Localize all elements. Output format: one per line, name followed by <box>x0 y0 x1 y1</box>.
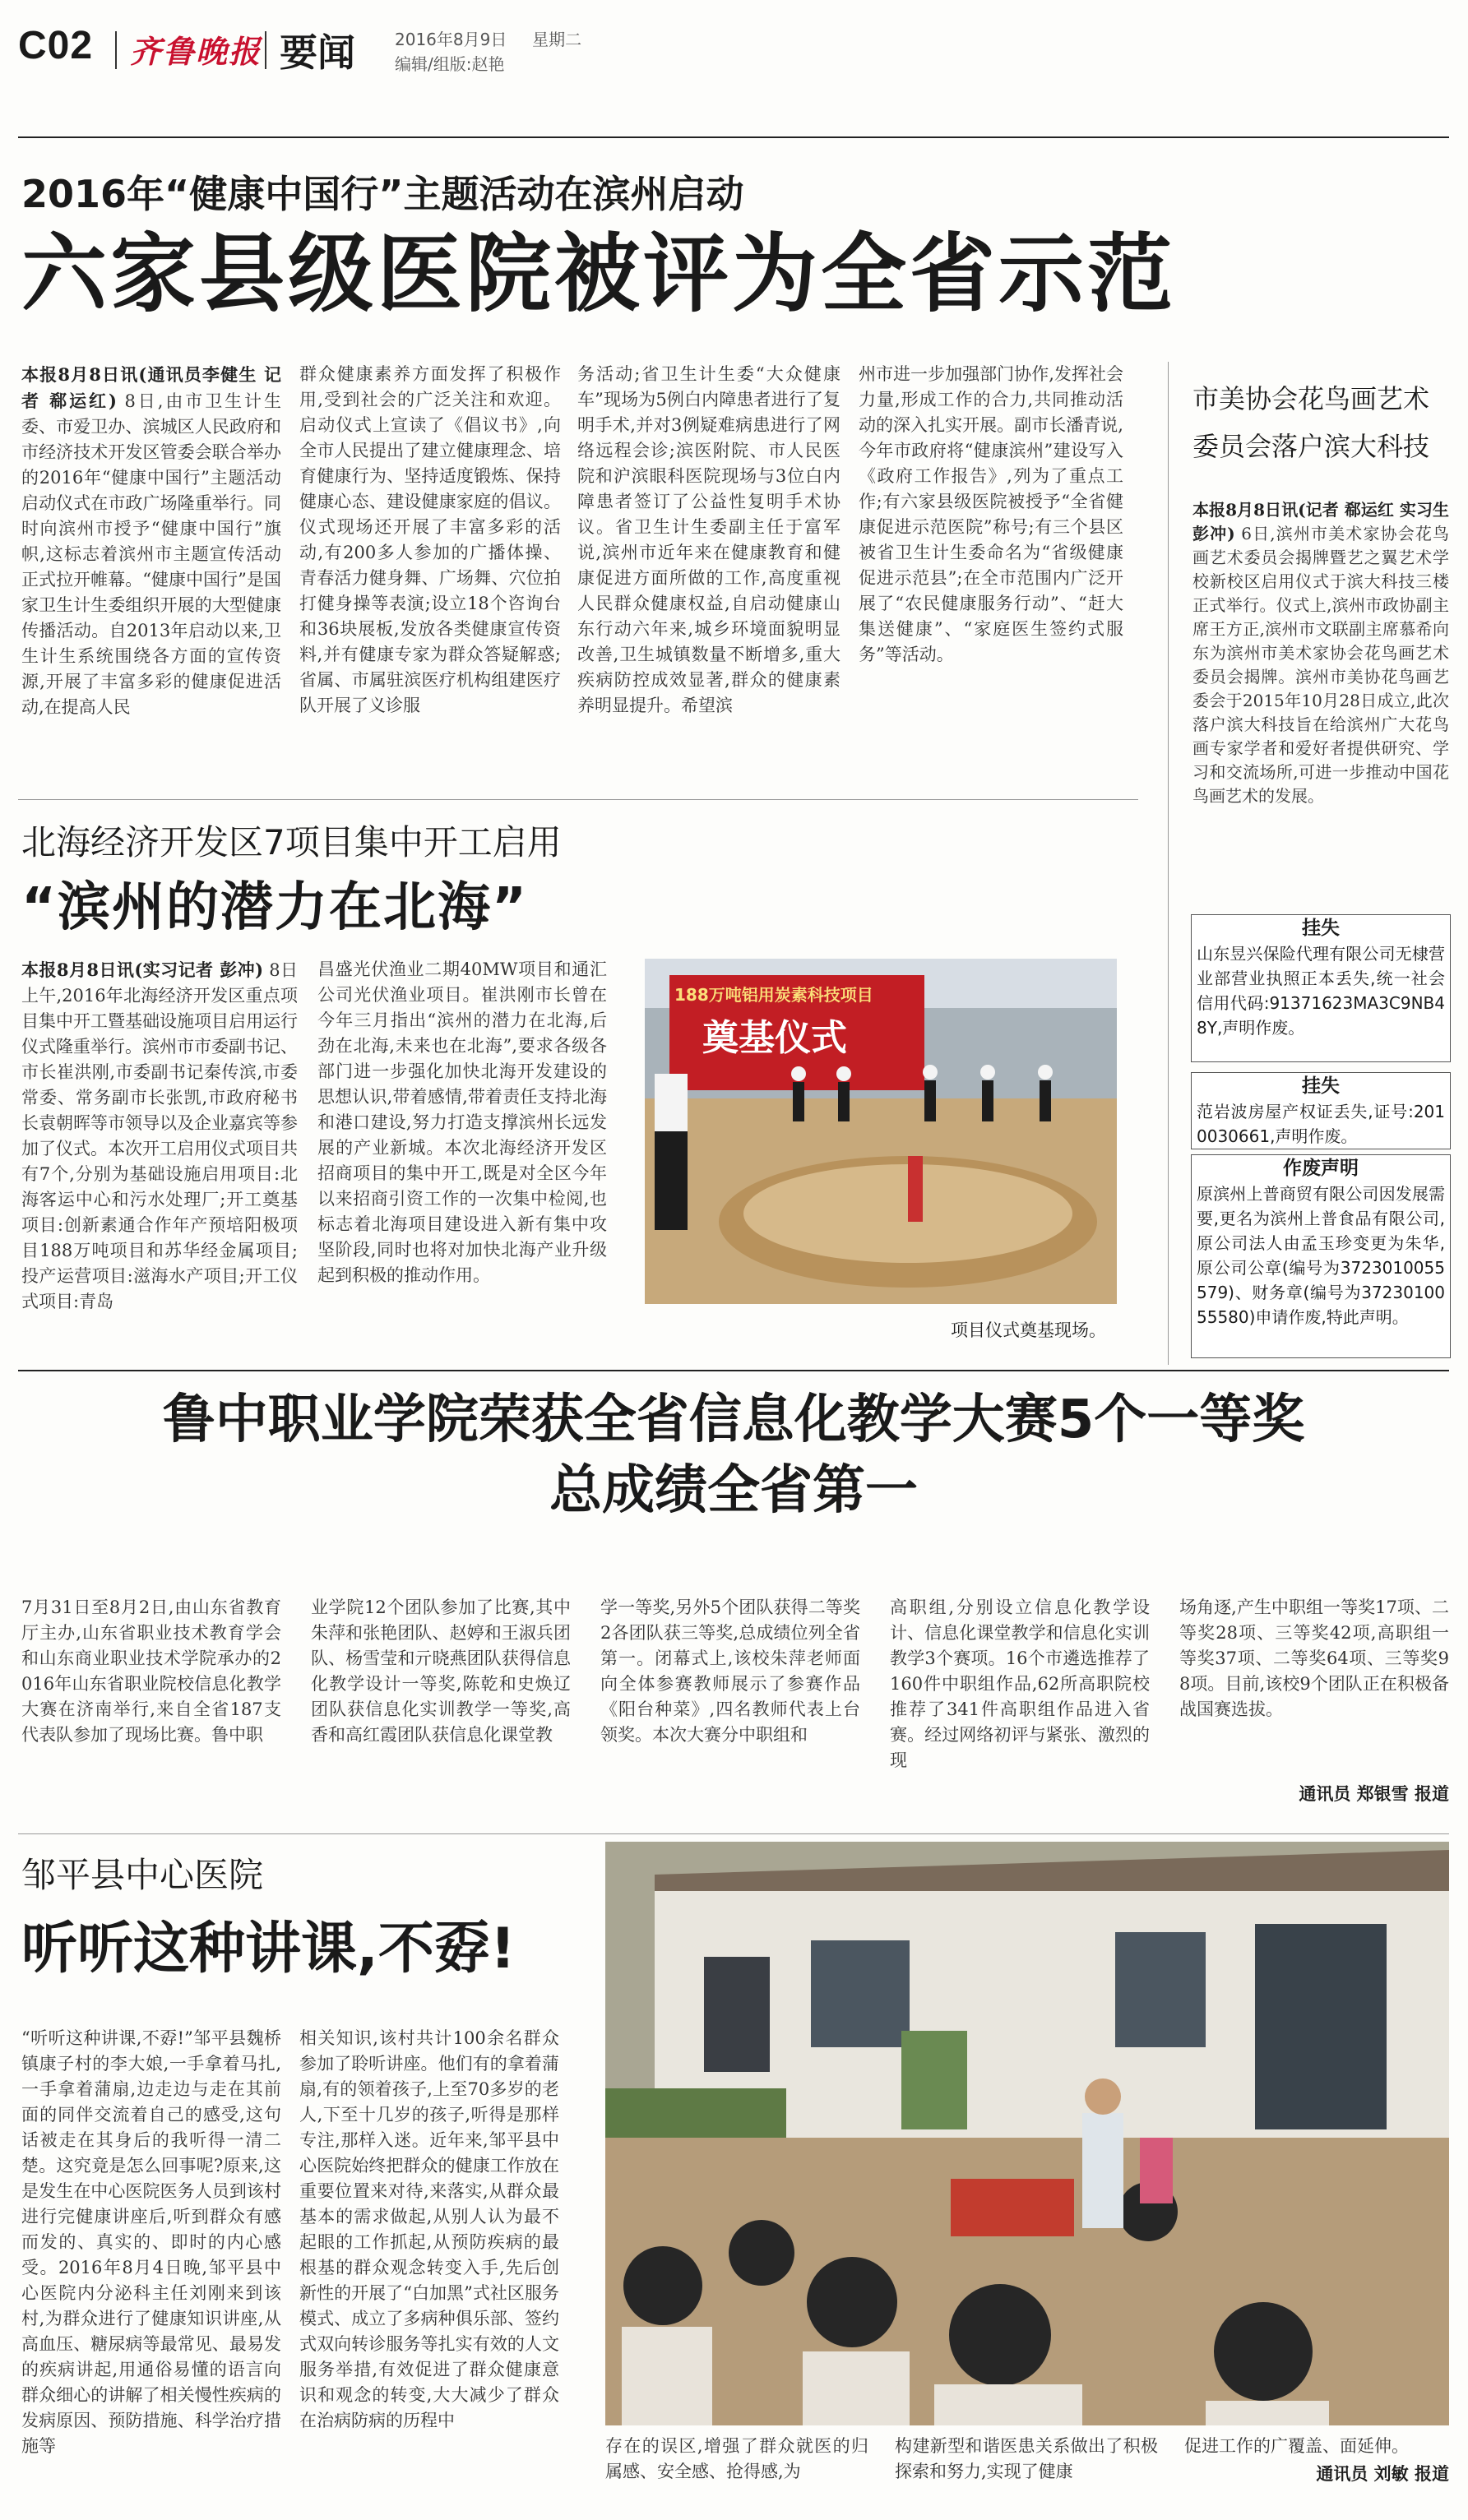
article3-col4 <box>890 1595 1150 1825</box>
editor-credit: 编辑/组版:赵艳 <box>395 54 505 74</box>
photo-banner-text: 奠基仪式 <box>702 1017 847 1059</box>
notice-title: 作废声明 <box>1283 1158 1359 1179</box>
side1-headline-line1: 市美协会花鸟画艺术 <box>1192 383 1430 414</box>
article1-col4 <box>859 362 1123 789</box>
article3-col3 <box>600 1595 860 1825</box>
article4-bottom-col1 <box>605 2434 868 2485</box>
notice-box <box>1191 1072 1451 1149</box>
date: 2016年8月9日 <box>395 30 507 49</box>
article3-headline <box>18 1385 1449 1526</box>
side1-headline <box>1192 375 1449 470</box>
article3-headline-line1: 鲁中职业学院荣获全省信息化教学大赛5个一等奖 <box>162 1389 1305 1450</box>
masthead <box>0 0 1468 90</box>
article1-col3 <box>577 362 841 789</box>
notice-title: 挂失 <box>1302 918 1340 939</box>
article4-col1 <box>21 2026 281 2511</box>
issue-date <box>395 26 581 50</box>
article4-text: 促进工作的广覆盖、面延伸。 <box>1184 2436 1409 2456</box>
article3-text: 高职组,分别设立信息化教学设计、信息化课堂教学和信息化实训教学3个赛项。16个市遴选推荐了160件中职组作品,62所高职院校推荐了341件高职组作品进入省赛。经过网络初评与紧张、激烈的现 <box>890 1598 1150 1770</box>
masthead-rule <box>18 136 1449 138</box>
article1-col2 <box>299 362 561 789</box>
article4-photo <box>605 1842 1449 2425</box>
article1-text: 务活动;省卫生计生委“大众健康车”现场为5例白内障患者进行了复明手术,并对3例疑难病患进行了网络远程会诊;滨医附院、市人民医院和沪滨眼科医院现场与3位白内障患者签订了公益性复明手术协议。省卫生计生委副主任于富军说,滨州市近年来在健康教育和健康促进方面所做的工作,高度重视人民群众健康权益,自启动健康山东行动六年来,城乡环境面貌明显改善,卫生城镇数量不断增多,重大疾病防控成效显著,群众的健康素养明显提升。希望滨 <box>577 364 841 715</box>
article3-text: 7月31日至8月2日,由山东省教育厅主办,山东省职业技术教育学会和山东商业职业技术学院承办的2016年山东省职业院校信息化教学大赛在济南举行,来自全省187支代表队参加了现场比赛。鲁中职 <box>21 1598 281 1745</box>
article1-text: 8日,由市卫生计生委、市爱卫办、滨城区人民政府和市经济技术开发区管委会联合举办的2016年“健康中国行”主题活动启动仪式在市政广场隆重举行。同时向滨州市授予“健康中国行”旗帜,这标志着滨州市主题宣传活动正式拉开帷幕。“健康中国行”是国家卫生计生委组织开展的大型健康传播活动。自2013年启动以来,卫生计生系统围绕各方面的宣传资源,开展了丰富多彩的健康促进活动,在提高人民 <box>21 391 281 717</box>
article4-byline: 通讯员 刘敏 报道 <box>1316 2464 1449 2484</box>
article3-text: 场角逐,产生中职组一等奖17项、二等奖28项、三等奖42项,高职组一等奖37项、二等奖64项、三等奖98项。目前,该校9个团队正在积极备战国赛选拔。 <box>1179 1598 1449 1719</box>
article4-text: “听听这种讲课,不孬!”邹平县魏桥镇康子村的李大娘,一手拿着马扎,一手拿着蒲扇,边走边与走在其前面的同伴交流着自己的感受,这句话被走在其身后的我听得一清二楚。这究竟是怎么回事呢?原来,这是发生在中心医院医务人员到该村进行完健康讲座后,听到群众有感而发的、真实的、即时的内心感受。2016年8月4日晚,邹平县中心医院内分泌科主任刘刚来到该村,为群众进行了健康知识讲座,从高血压、糖尿病等最常见、最易发的疾病讲起,用通俗易懂的语言向群众细心的讲解了相关慢性疾病的发病原因、预防措施、科学治疗措施等 <box>21 2028 281 2456</box>
article3-bottom-rule <box>18 1833 1449 1834</box>
article3-byline: 通讯员 郑银雪 报道 <box>1299 1784 1449 1804</box>
section-name: 要闻 <box>280 30 355 75</box>
section-rule <box>18 1370 1449 1371</box>
article2-headline: “滨州的潜力在北海” <box>21 877 529 938</box>
notice-title: 挂失 <box>1302 1075 1340 1097</box>
article4-bottom-col3 <box>1184 2434 1449 2459</box>
article2-dateline: 本报8月8日讯(实习记者 彭冲) <box>21 959 264 980</box>
side1-body <box>1192 498 1449 893</box>
article4-kicker: 邹平县中心医院 <box>21 1855 264 1895</box>
article2-col2 <box>317 957 607 1352</box>
article3-col2 <box>311 1595 571 1825</box>
article2-col1 <box>21 957 298 1352</box>
notice-text: 范岩波房屋产权证丢失,证号:2010030661,声明作废。 <box>1197 1102 1445 1146</box>
article1-text: 州市进一步加强部门协作,发挥社会力量,形成工作的合力,共同推动活动的深入扎实开展。副市长潘青说,今年市政府将“健康滨州”建设写入《政府工作报告》,列为了重点工作;有六家县级医院被授予“全省健康促进示范医院”称号;有三个县区被省卫生计生委命名为“省级健康促进示范县”;在全市范围内广泛开展了“农民健康服务行动”、“赶大集送健康”、“家庭医生签约式服务”等活动。 <box>859 364 1123 664</box>
article4-text: 相关知识,该村共计100余名群众参加了聆听讲座。他们有的拿着蒲扇,有的领着孩子,上至70多岁的老人,下至十几岁的孩子,听得是那样专注,那样入迷。近年来,邹平县中心医院始终把群众的健康工作放在重要位置来对待,来落实,从群众最基本的需求做起,从别人认为最不起眼的工作抓起,从预防疾病的最根基的群众观念转变入手,先后创新性的开展了“白加黑”式社区服务模式、成立了多病种俱乐部、签约式双向转诊服务等扎实有效的人文服务举措,有效促进了群众健康意识和观念的转变,大大减少了群众在治病防病的历程中 <box>299 2028 559 2430</box>
article3-headline-line2: 总成绩全省第一 <box>549 1460 918 1521</box>
article4-bottom-col2 <box>895 2434 1158 2485</box>
side1-dateline: 本报8月8日讯(记者 郗运红 实习生 彭冲) <box>1192 500 1449 543</box>
notice-text: 原滨州上普商贸有限公司因发展需要,更名为滨州上普食品有限公司,原公司法人由孟玉珍变更为朱华,原公司公章(编号为3723010055579)、财务章(编号为3723010055580)申请作废,特此声明。 <box>1197 1184 1445 1327</box>
photo-banner-text: 188万吨铝用炭素科技项目 <box>674 985 873 1005</box>
article1-dateline: 本报8月8日讯(通讯员李健生 记者 郗运红) <box>21 364 281 411</box>
paper-logo: 齐鲁晚报 <box>130 33 262 70</box>
article1-headline: 六家县级医院被评为全省示范 <box>21 224 1177 324</box>
article2-kicker: 北海经济开发区7项目集中开工启用 <box>21 822 562 862</box>
article3-text: 学一等奖,另外5个团队获得二等奖2各团队获三等奖,总成绩位列全省第一。闭幕式上,该校朱萍老师面向全体参赛教师展示了参赛作品《阳台种菜》,四名教师代表上台领奖。本次大赛分中职组和 <box>600 1598 860 1745</box>
side1-headline-line2: 委员会落户滨大科技 <box>1192 431 1430 462</box>
page-number: C02 <box>18 24 94 67</box>
notice-box <box>1191 1154 1451 1358</box>
article4-col2 <box>299 2026 559 2511</box>
article2-photo <box>645 959 1117 1304</box>
article3-text: 业学院12个团队参加了比赛,其中朱萍和张艳团队、赵婷和王淑兵团队、杨雪莹和亓晓燕团队获得信息化教学设计一等奖,陈乾和史焕辽团队获信息化实训教学一等奖,高香和高红霞团队获信息化课堂教 <box>311 1598 571 1745</box>
article1-col1 <box>21 362 281 789</box>
article1-kicker: 2016年“健康中国行”主题活动在滨州启动 <box>21 172 744 216</box>
article2-photo-caption: 项目仪式奠基现场。 <box>951 1320 1106 1340</box>
masthead-divider <box>265 31 266 69</box>
article4-bottom-text <box>605 2434 1449 2508</box>
sidebar-vertical-rule <box>1168 362 1169 1365</box>
article4-headline: 听听这种讲课,不孬! <box>21 1917 516 1981</box>
article1-bottom-rule <box>18 799 1138 800</box>
article4-text: 存在的误区,增强了群众就医的归属感、安全感、抢得感,为 <box>605 2436 868 2481</box>
lecture-photo-illustration <box>605 1842 1449 2425</box>
side1-text: 6日,滨州市美术家协会花鸟画艺术委员会揭牌暨艺之翼艺术学校新校区启用仪式于滨大科技三楼正式举行。仪式上,滨州市政协副主席王方正,滨州市文联副主席慕希向东为滨州市美术家协会花鸟画艺术委员会揭牌。滨州市美协花鸟画艺委会于2015年10月28日成立,此次落户滨大科技旨在给滨州广大花鸟画专家学者和爱好者提供研究、学习和交流场所,可进一步推动中国花鸟画艺术的发展。 <box>1192 524 1449 806</box>
article2-text: 昌盛光伏渔业二期40MW项目和通汇公司光伏渔业项目。崔洪刚市长曾在今年三月指出“滨州的潜力在北海,后劲在北海,未来也在北海”,要求各级各部门进一步强化加快北海开发建设的思想认识,带着感情,带着责任支持北海和港口建设,努力打造支撑滨州长远发展的产业新城。本次北海经济开发区招商项目的集中开工,既是对全区今年以来招商引资工作的一次集中检阅,也标志着北海项目建设进入新有集中攻坚阶段,同时也将对加快北海产业升级起到积极的推动作用。 <box>317 959 607 1285</box>
weekday: 星期二 <box>532 30 582 49</box>
article3-col5 <box>1179 1595 1449 1768</box>
notice-box <box>1191 914 1451 1062</box>
notice-text: 山东昱兴保险代理有限公司无棣营业部营业执照正本丢失,统一社会信用代码:91371623MA3C9NB48Y,声明作废。 <box>1197 944 1445 1038</box>
masthead-divider <box>115 31 117 69</box>
article4-text: 构建新型和谐医患关系做出了积极探索和努力,实现了健康 <box>895 2436 1158 2481</box>
article2-text: 8日上午,2016年北海经济开发区重点项目集中开工暨基础设施项目启用运行仪式隆重举行。滨州市市委副书记、市长崔洪刚,市委副书记秦传滨,市委常委、常务副市长张凯,市政府秘书长袁朝晖等市领导以及企业嘉宾等参加了仪式。本次开工启用仪式项目共有7个,分别为基础设施启用项目:北海客运中心和污水处理厂;开工奠基项目:创新素通合作年产预培阳极项目188万吨项目和苏华经金属项目;投产运营项目:滋海水产项目;开工仪式项目:青岛 <box>21 960 298 1311</box>
article3-col1 <box>21 1595 281 1825</box>
article1-text: 群众健康素养方面发挥了积极作用,受到社会的广泛关注和欢迎。启动仪式上宣读了《倡议书》,向全市人民提出了建立健康理念、培育健康行为、坚持适度锻炼、保持健康心态、建设健康家庭的倡议。仪式现场还开展了丰富多彩的活动,有200多人参加的广播体操、青春活力健身舞、广场舞、穴位拍打健身操等表演;设立18个咨询台和36块展板,发放各类健康宣传资料,并有健康专家为群众答疑解惑;省属、市属驻滨医疗机构组建医疗队开展了义诊服 <box>299 364 561 715</box>
